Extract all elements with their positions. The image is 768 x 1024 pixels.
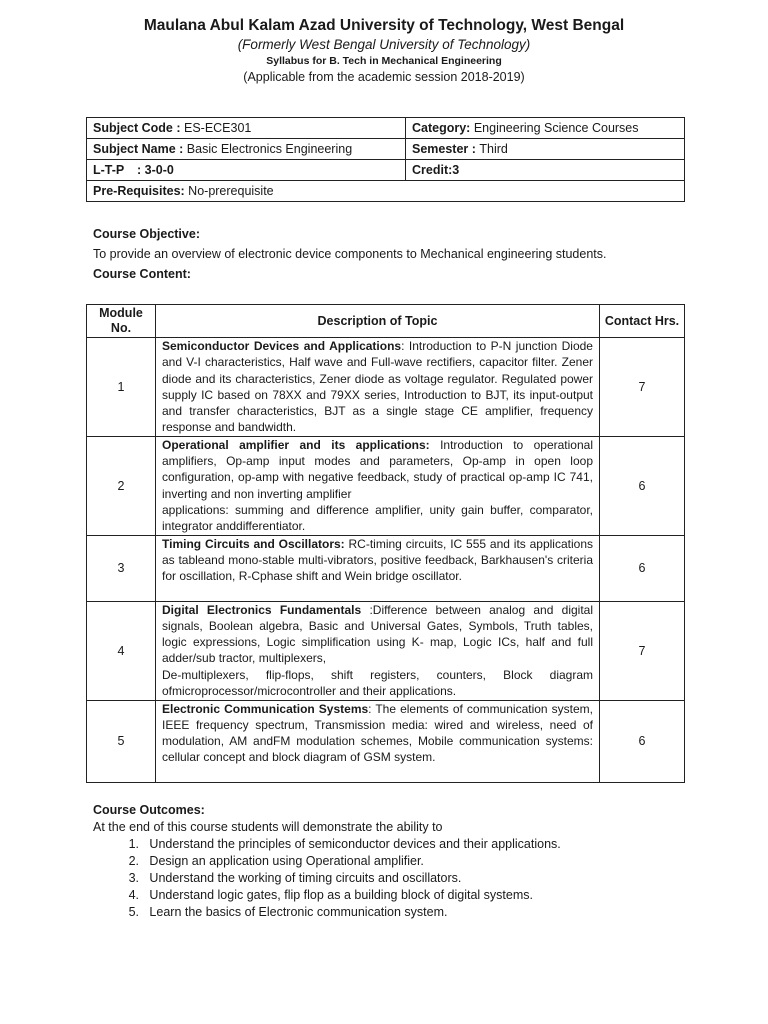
course-objective-heading: Course Objective: bbox=[93, 227, 200, 241]
outcome-text: Learn the basics of Electronic communication system. bbox=[149, 905, 448, 919]
table-row bbox=[87, 338, 685, 437]
course-content-heading: Course Content: bbox=[93, 267, 191, 281]
category-value: Engineering Science Courses bbox=[473, 121, 639, 135]
info-row bbox=[87, 139, 685, 160]
ltp-value: : 3-0-0 bbox=[137, 163, 174, 177]
info-row bbox=[87, 181, 685, 202]
course-outcomes-list bbox=[93, 836, 561, 921]
table-row bbox=[87, 535, 685, 601]
subject-info-table bbox=[86, 117, 685, 202]
course-outcomes-intro: At the end of this course students will demonstrate the ability to bbox=[93, 820, 443, 834]
outcome-text: Understand the working of timing circuits and oscillators. bbox=[149, 871, 462, 885]
formerly-name: (Formerly West Bengal University of Technology) bbox=[237, 37, 531, 52]
semester-label: Semester : bbox=[412, 142, 480, 156]
list-item bbox=[93, 870, 561, 887]
ltp-cell bbox=[87, 160, 406, 181]
subject-name-cell bbox=[87, 139, 406, 160]
outcome-number: 3. bbox=[128, 871, 139, 885]
topic-title: Operational amplifier and its applications: bbox=[162, 437, 430, 452]
course-objective-text: To provide an overview of electronic device components to Mechanical engineering students. bbox=[93, 247, 607, 261]
contact-hours: 6 bbox=[600, 436, 685, 535]
contact-hours: 7 bbox=[600, 338, 685, 437]
semester-cell bbox=[406, 139, 685, 160]
topic-text: :Difference between analog and digital signals, Boolean algebra, Basic and Universal Gates, Symbols, Truth tables, logic expressions, Logic simplification using K- map, Logic ICs, half and full adder/sub tractor, multiplexers, bbox=[162, 602, 594, 666]
outcome-text: Understand the principles of semiconductor devices and their applications. bbox=[149, 837, 561, 851]
module-number: 3 bbox=[87, 535, 156, 601]
topic-text-continued: applications: summing and difference amplifier, unity gain buffer, comparator, integrator anddifferentiator. bbox=[162, 502, 593, 534]
prereq-label: Pre-Requisites: bbox=[93, 184, 189, 198]
contact-hours: 6 bbox=[600, 700, 685, 782]
credit-cell bbox=[406, 160, 685, 181]
university-name: Maulana Abul Kalam Azad University of Technology, West Bengal bbox=[143, 17, 625, 34]
module-header: Module No. bbox=[87, 305, 156, 338]
topic-description bbox=[156, 436, 600, 535]
subject-code-label: Subject Code : bbox=[93, 121, 184, 135]
module-number: 2 bbox=[87, 436, 156, 535]
topic-text-continued: De-multiplexers, flip-flops, shift registers, counters, Block diagram ofmicroprocessor/microcontroller and their applications. bbox=[162, 667, 593, 699]
list-item bbox=[93, 836, 561, 853]
course-outcomes-heading: Course Outcomes: bbox=[93, 803, 205, 817]
info-row bbox=[87, 160, 685, 181]
prereq-cell bbox=[87, 181, 685, 202]
table-row bbox=[87, 700, 685, 782]
topic-title: Semiconductor Devices and Applications bbox=[162, 339, 402, 353]
category-label: Category: bbox=[412, 121, 474, 135]
topic-description bbox=[156, 700, 600, 782]
description-header: Description of Topic bbox=[156, 305, 600, 338]
subject-name-label: Subject Name : bbox=[93, 142, 187, 156]
outcome-text: Understand logic gates, flip flop as a building block of digital systems. bbox=[149, 888, 533, 902]
syllabus-title: Syllabus for B. Tech in Mechanical Engineering bbox=[266, 55, 502, 67]
outcome-number: 5. bbox=[128, 905, 139, 919]
table-row bbox=[87, 436, 685, 535]
topic-description bbox=[156, 601, 600, 700]
outcome-number: 2. bbox=[128, 854, 139, 868]
contact-hours: 7 bbox=[600, 601, 685, 700]
topic-text: : The elements of communication system, IEEE frequency spectrum, Transmission media: wired and wireless, need of modulation, AM andFM modulation schemes, Mobile communication systems: cellular concept and block diagram of GSM system. bbox=[162, 701, 593, 765]
prereq-value: No-prerequisite bbox=[188, 184, 274, 198]
topic-text: Introduction to operational amplifiers, Op-amp input modes and parameters, Op-amp in open loop configuration, op-amp with negative feedback, study of practical op-amp IC 741, inverting and non inverting amplifier bbox=[162, 437, 593, 501]
module-number: 1 bbox=[87, 338, 156, 437]
list-item bbox=[93, 853, 561, 870]
info-row bbox=[87, 118, 685, 139]
module-number: 5 bbox=[87, 700, 156, 782]
module-number: 4 bbox=[87, 601, 156, 700]
topic-title: Digital Electronics Fundamentals bbox=[162, 602, 362, 617]
list-item bbox=[93, 887, 561, 904]
category-cell bbox=[406, 118, 685, 139]
outcome-number: 1. bbox=[128, 837, 139, 851]
semester-value: Third bbox=[479, 142, 508, 156]
course-content-table bbox=[86, 304, 685, 783]
topic-description bbox=[156, 338, 600, 437]
academic-session: (Applicable from the academic session 2018-2019) bbox=[243, 70, 525, 84]
topic-title: Timing Circuits and Oscillators: bbox=[162, 536, 345, 551]
subject-name-value: Basic Electronics Engineering bbox=[186, 142, 353, 156]
hours-header: Contact Hrs. bbox=[600, 305, 685, 338]
contact-hours: 6 bbox=[600, 535, 685, 601]
outcome-number: 4. bbox=[128, 888, 139, 902]
topic-text: : Introduction to P-N junction Diode and V-I characteristics, Half wave and Full-wave rectifiers, capacitor filter. Zener diode and its characteristics, Zener diode as voltage regulator. Regulated power supply IC based on 78XX and 79XX series, Introduction to BJT, its input-output and transfer characteristics, BJT as a single stage CE amplifier, frequency response and bandwidth. bbox=[162, 339, 593, 435]
document-header bbox=[0, 16, 768, 86]
subject-code-value: ES-ECE301 bbox=[183, 121, 252, 135]
subject-code-cell bbox=[87, 118, 406, 139]
content-header-row bbox=[87, 305, 685, 338]
topic-text: RC-timing circuits, IC 555 and its applications as tableand mono-stable multi-vibrators, positive feedback, Barkhausen's criteria for oscillation, R-Cphase shift and Wein bridge oscillator. bbox=[162, 536, 593, 584]
topic-title: Electronic Communication Systems bbox=[162, 701, 369, 716]
topic-description bbox=[156, 535, 600, 601]
credit-value: Credit:3 bbox=[412, 163, 460, 177]
outcome-text: Design an application using Operational amplifier. bbox=[149, 854, 424, 868]
list-item bbox=[93, 904, 561, 921]
ltp-label: L-T-P bbox=[93, 163, 125, 177]
table-row bbox=[87, 601, 685, 700]
